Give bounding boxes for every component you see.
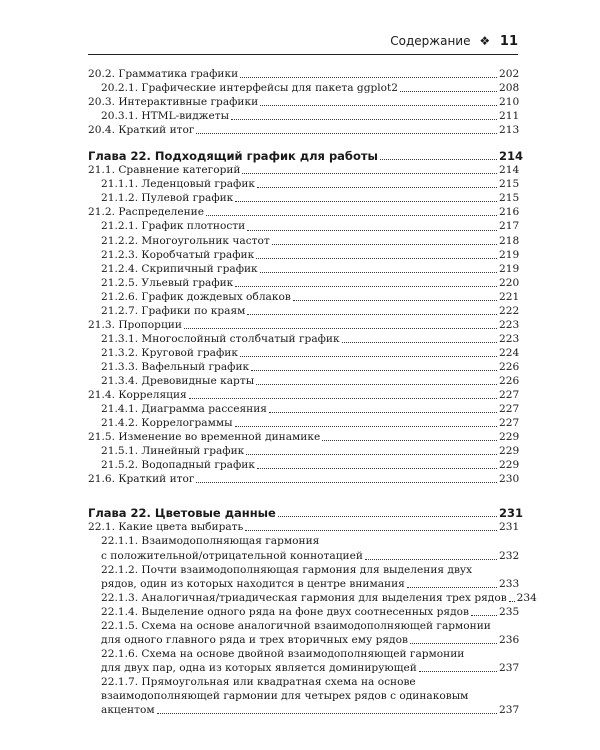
entry-title: 21.2.2. Многоугольник частот (101, 234, 270, 247)
toc-entry[interactable] (88, 318, 518, 332)
entry-page: 233 (499, 577, 520, 590)
entry-title: 20.4. Краткий итог (88, 124, 195, 137)
entry-title: 21.5. Изменение во временной динамике (88, 431, 321, 444)
toc-entry[interactable] (88, 472, 518, 486)
toc-entry[interactable] (88, 205, 518, 219)
leader-dots (231, 119, 497, 120)
entry-title: 20.3. Интерактивные графики (88, 96, 259, 109)
toc-entry[interactable] (88, 675, 518, 717)
leader-dots (242, 173, 497, 174)
leader-dots (509, 601, 515, 602)
entry-title: 21.2.4. Скрипичный график (101, 262, 258, 275)
entry-title: 21.2.6. График дождевых облаков (101, 290, 291, 303)
entry-title: 21.2.7. Графики по краям (101, 304, 246, 317)
entry-title-line: 22.1.6. Схема на основе двойной взаимодополняющей гармонии (101, 647, 465, 660)
entry-title: 21.6. Краткий итог (88, 473, 195, 486)
entry-title: 21.4. Корреляция (88, 389, 187, 402)
toc-entry[interactable] (88, 248, 518, 262)
entry-page: 229 (499, 431, 520, 444)
toc-entry[interactable] (88, 234, 518, 248)
entry-title-line: рядов, один из которых находится в центре внимания (101, 577, 405, 590)
leader-dots (407, 587, 497, 588)
entry-title-line: 22.1.3. Аналогичная/триадическая гармония для выделения трех рядов (101, 591, 507, 604)
leader-dots (322, 440, 497, 441)
entry-title-line: 22.1.1. Взаимодополняющая гармония (101, 535, 320, 548)
chapter-title: Глава 22. Подходящий график для работы (88, 149, 378, 164)
entry-page: 202 (499, 68, 520, 80)
toc-entry[interactable] (88, 444, 518, 458)
entry-page: 226 (499, 360, 520, 373)
toc-entry[interactable] (88, 430, 518, 444)
entry-page: 215 (499, 192, 520, 205)
entry-page: 230 (499, 473, 520, 486)
entry-title: 21.1.1. Леденцовый график (101, 178, 256, 191)
entry-title: 21.5.1. Линейный график (101, 445, 245, 458)
entry-page: 229 (499, 459, 520, 472)
entry-title: 21.1.2. Пулевой график (101, 192, 234, 205)
entry-page: 215 (499, 178, 520, 191)
leader-dots (235, 286, 497, 287)
entry-last-line (88, 549, 518, 563)
entry-page: 227 (499, 389, 520, 402)
leader-dots (380, 159, 497, 160)
entry-page: 219 (499, 248, 520, 261)
leader-dots (272, 244, 497, 245)
entry-last-line (88, 605, 518, 619)
entry-last-line (88, 703, 518, 717)
toc-entry[interactable] (88, 262, 518, 276)
toc-entry[interactable] (88, 619, 518, 647)
toc-entry[interactable] (88, 332, 518, 346)
entry-title: 21.4.2. Коррелограммы (101, 417, 233, 430)
leader-dots (235, 201, 497, 202)
leader-dots (260, 105, 497, 106)
leader-dots (269, 412, 497, 413)
leader-dots (410, 643, 497, 644)
leader-dots (246, 454, 497, 455)
toc-entry[interactable] (88, 416, 518, 430)
leader-dots (365, 559, 497, 560)
entry-page: 218 (499, 234, 520, 247)
leader-dots (400, 91, 497, 92)
entry-last-line (88, 633, 518, 647)
entry-title: 21.3.1. Многослойный столбчатый график (101, 332, 340, 345)
entry-last-line (88, 591, 537, 605)
entry-title-line: с положительной/отрицательной коннотацией (101, 549, 363, 562)
leader-dots (245, 530, 497, 531)
leader-dots (257, 468, 497, 469)
entry-last-line (88, 577, 518, 591)
entry-title-line: взаимодополняющей гармонии для четырех рядов с одинаковым (101, 689, 469, 702)
entry-page: 213 (499, 124, 520, 137)
leader-dots (293, 300, 497, 301)
leader-dots (419, 671, 497, 672)
leader-dots (196, 482, 497, 483)
entry-page: 231 (499, 521, 520, 534)
header-section: Содержание (390, 34, 471, 48)
entry-title: 21.4.1. Диаграмма рассеяния (101, 403, 267, 416)
entry-title-line: 22.1. Какие цвета выбирать (88, 521, 244, 534)
entry-last-line (88, 520, 518, 534)
header-page-number: 11 (499, 34, 518, 49)
entry-page: 236 (499, 633, 520, 646)
leader-dots (251, 370, 497, 371)
entry-title-line: для двух пар, одна из которых является доминирующей (101, 661, 417, 674)
entry-page: 232 (499, 549, 520, 562)
leader-dots (256, 384, 497, 385)
leader-dots (257, 187, 497, 188)
toc-entry[interactable] (88, 304, 518, 318)
chapter-page: 214 (499, 149, 524, 164)
entry-title: 21.5.2. Водопадный график (101, 459, 255, 472)
entry-title-line: 22.1.4. Выделение одного ряда на фоне двух соотнесенных рядов (101, 605, 469, 618)
entry-page: 219 (499, 262, 520, 275)
entry-title: 20.2. Грамматика графики (88, 68, 239, 80)
entry-title: 21.3.3. Вафельный график (101, 360, 250, 373)
leader-dots (235, 426, 497, 427)
entry-page: 223 (499, 318, 520, 331)
entry-page: 237 (499, 661, 520, 674)
leader-dots (471, 615, 497, 616)
leader-dots (240, 356, 497, 357)
toc-entry[interactable] (88, 591, 537, 605)
leader-dots (206, 215, 497, 216)
toc-entry[interactable] (88, 163, 518, 177)
toc-entry[interactable] (88, 647, 518, 675)
entry-title: 21.3.4. Древовидные карты (101, 374, 255, 387)
toc-chapter-heading[interactable] (88, 506, 524, 521)
entry-title: 21.2.5. Ульевый график (101, 276, 234, 289)
header-text (390, 34, 518, 49)
running-header (88, 34, 518, 55)
entry-title-line: 22.1.7. Прямоугольная или квадратная схема на основе (101, 675, 416, 688)
leader-dots (157, 713, 497, 714)
table-of-contents (88, 67, 537, 717)
toc-entry[interactable] (88, 219, 518, 233)
leader-dots (240, 77, 497, 78)
chapter-title: Глава 22. Цветовые данные (88, 506, 276, 521)
entry-title-line: акцентом (101, 704, 155, 717)
ornament-icon: ❖ (479, 34, 491, 48)
entry-page: 221 (499, 290, 520, 303)
toc-entry[interactable] (88, 177, 518, 191)
entry-title-line: 22.1.5. Схема на основе аналогичной взаимодополняющей гармонии (101, 619, 491, 632)
leader-dots (256, 258, 497, 259)
entry-page: 224 (499, 346, 520, 359)
entry-title: 20.2.1. Графические интерфейсы для пакета ggplot2 (101, 82, 399, 95)
leader-dots (184, 328, 497, 329)
toc-entry[interactable] (88, 563, 518, 591)
toc-entry[interactable] (88, 346, 518, 360)
entry-title-line: для одного главного ряда и трех вторичных ему рядов (101, 633, 408, 646)
entry-page: 208 (499, 82, 520, 95)
entry-title: 21.2. Распределение (88, 206, 204, 219)
toc-entry[interactable] (88, 388, 518, 402)
toc-entry[interactable] (88, 520, 518, 534)
toc-entry[interactable] (88, 95, 518, 109)
toc-entry[interactable] (88, 290, 518, 304)
chapter-page: 231 (499, 506, 524, 521)
entry-title: 20.3.1. HTML-виджеты (101, 110, 230, 123)
toc-entry[interactable] (88, 191, 518, 205)
leader-dots (247, 230, 497, 231)
toc-entry[interactable] (88, 458, 518, 472)
toc-entry[interactable] (88, 374, 518, 388)
leader-dots (260, 272, 497, 273)
entry-page: 227 (499, 417, 520, 430)
toc-entry[interactable] (88, 81, 518, 95)
entry-title: 21.2.3. Коробчатый график (101, 248, 255, 261)
toc-section-21 (88, 163, 518, 486)
entry-page: 222 (499, 304, 520, 317)
entry-page: 214 (499, 164, 520, 177)
toc-entry[interactable] (88, 276, 518, 290)
toc-entry[interactable] (88, 360, 518, 374)
toc-section-20 (88, 67, 518, 137)
toc-entry[interactable] (88, 123, 518, 137)
entry-title: 21.2.1. График плотности (101, 220, 246, 233)
entry-title-line: 22.1.2. Почти взаимодополняющая гармония для выделения двух (101, 563, 473, 576)
leader-dots (247, 314, 497, 315)
entry-title: 21.3.2. Круговой график (101, 346, 238, 359)
toc-entry[interactable] (88, 67, 518, 81)
toc-entry[interactable] (88, 402, 518, 416)
entry-page: 237 (499, 704, 520, 717)
entry-title: 21.1. Сравнение категорий (88, 164, 241, 177)
entry-page: 235 (499, 605, 520, 618)
entry-page: 210 (499, 96, 520, 109)
entry-last-line (88, 661, 518, 675)
entry-page: 226 (499, 374, 520, 387)
entry-page: 234 (516, 591, 537, 604)
entry-title: 21.3. Пропорции (88, 318, 182, 331)
leader-dots (342, 342, 497, 343)
entry-page: 216 (499, 206, 520, 219)
leader-dots (189, 398, 497, 399)
leader-dots (278, 516, 497, 517)
entry-page: 211 (499, 110, 520, 123)
entry-page: 227 (499, 403, 520, 416)
toc-section-22 (88, 520, 537, 717)
leader-dots (196, 133, 497, 134)
toc-entry[interactable] (88, 605, 518, 619)
entry-page: 217 (499, 220, 520, 233)
entry-page: 223 (499, 332, 520, 345)
entry-page: 220 (499, 276, 520, 289)
toc-chapter-heading[interactable] (88, 149, 524, 164)
entry-page: 229 (499, 445, 520, 458)
toc-entry[interactable] (88, 109, 518, 123)
toc-entry[interactable] (88, 534, 518, 562)
